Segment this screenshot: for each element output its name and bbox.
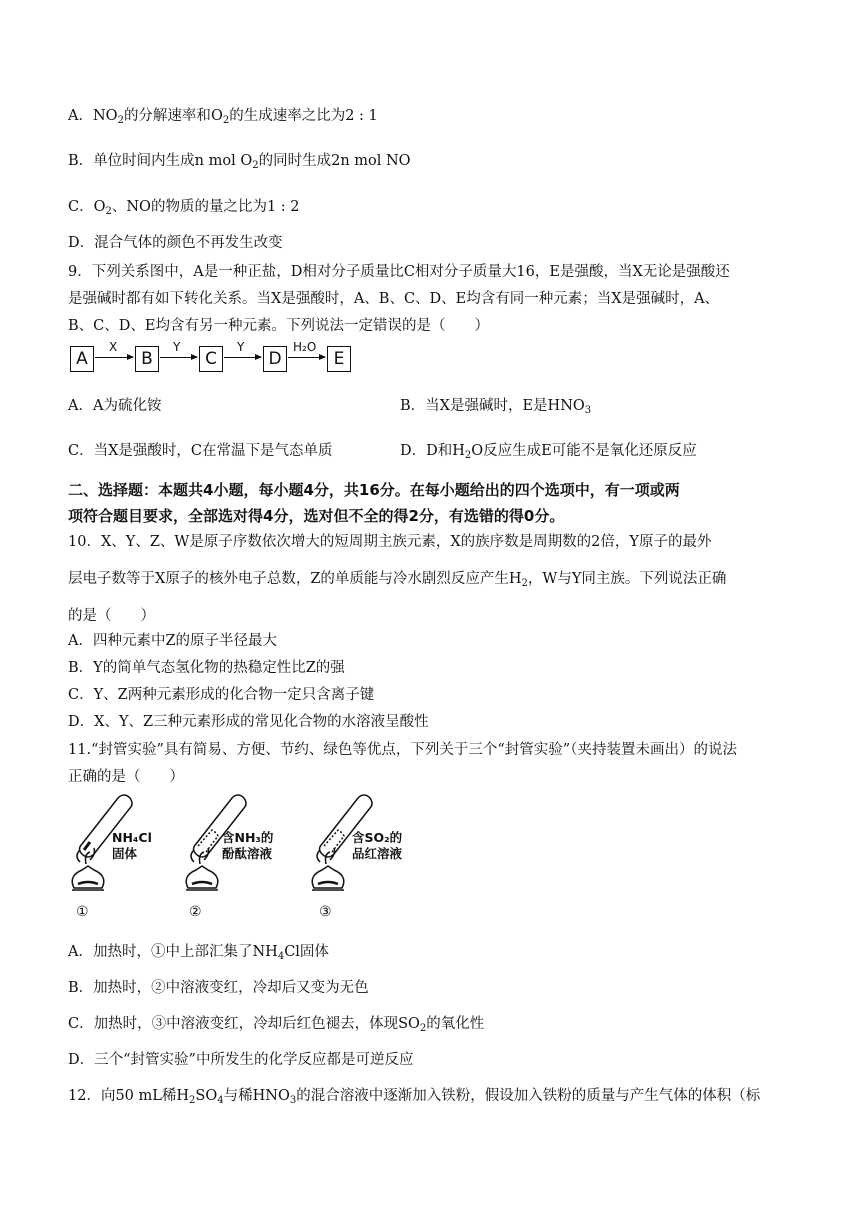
q9-option-b[interactable]: B．当X是强碱时，E是$HNO_3$	[400, 398, 592, 416]
tube3-number: ③	[319, 904, 332, 920]
arrow-x	[95, 357, 133, 358]
section2-heading-line1: 二、选择题：本题共4小题，每小题4分，共16分。在每小题给出的四个选项中，有一项或两	[68, 481, 680, 499]
tube2-number: ②	[189, 904, 202, 920]
q10-option-b[interactable]: B．Y的简单气态氢化物的热稳定性比Z的强	[68, 660, 345, 676]
q10-option-c[interactable]: C．Y、Z两种元素形成的化合物一定只含离子键	[68, 687, 375, 703]
q8-option-c[interactable]: C．$O_2$、NO的物质的量之比为1 : 2	[68, 199, 300, 217]
q9-option-a[interactable]: A．A为硫化铵	[68, 398, 162, 414]
q8-option-a[interactable]: A．$NO_2$的分解速率和$O_2$的生成速率之比为2 : 1	[68, 108, 378, 126]
q11-option-b[interactable]: B．加热时，②中溶液变红，冷却后又变为无色	[68, 980, 369, 996]
tube1-label: NH₄Cl 固体	[112, 830, 152, 861]
q8-option-b[interactable]: B．单位时间内生成n mol $O_2$的同时生成2n mol NO	[68, 153, 411, 171]
q10-stem-line2: 层电子数等于X原子的核外电子总数，Z的单质能与冷水剧烈反应产生$H_2$，W与Y同主族。下列说法正确	[68, 571, 727, 589]
q9-stem-line2: 是强碱时都有如下转化关系。当X是强酸时，A、B、C、D、E均含有同一种元素；当X是强碱时，A、	[68, 291, 720, 307]
tube1-number: ①	[76, 904, 89, 920]
q11-option-a[interactable]: A．加热时，①中上部汇集了$NH_4Cl$固体	[68, 944, 329, 962]
q11-stem-line2: 正确的是（ ）	[68, 769, 184, 785]
q10-option-a[interactable]: A．四种元素中Z的原子半径最大	[68, 633, 278, 649]
q12-stem-line1: 12．向50 mL稀$H_2SO_4$与稀$HNO_3$的混合溶液中逐渐加入铁粉，假设加入铁粉的质量与产生气体的体积（标	[68, 1088, 761, 1106]
q11-option-d[interactable]: D．三个“封管实验”中所发生的化学反应都是可逆反应	[68, 1052, 414, 1068]
q10-stem-line1: 10．X、Y、Z、W是原子序数依次增大的短周期主族元素，X的族序数是周期数的2倍，Y原子的最外	[68, 534, 712, 550]
section2-heading-line2: 项符合题目要求，全部选对得4分，选对但不全的得2分，有选错的得0分。	[68, 507, 565, 525]
q11-stem-line1: 11.“封管实验”具有简易、方便、节约、绿色等优点，下列关于三个“封管实验”（夹持装置未画出）的说法	[68, 742, 737, 758]
tube3-label: 含SO₂的 品红溶液	[352, 830, 403, 861]
q9-option-d[interactable]: D．D和$H_2O$反应生成E可能不是氧化还原反应	[400, 443, 697, 461]
q10-stem-line3: 的是（ ）	[68, 608, 155, 624]
box-d: D	[263, 346, 287, 372]
arrow-y2	[224, 357, 261, 358]
q9-stem-line3: B、C、D、E均含有另一种元素。下列说法一定错误的是（ ）	[68, 318, 489, 334]
box-c: C	[199, 346, 223, 372]
arrow-y1	[160, 357, 197, 358]
box-b: B	[135, 346, 159, 372]
arrow-label-h2o: H₂O	[293, 340, 317, 354]
q11-option-c[interactable]: C．加热时，③中溶液变红，冷却后红色褪去，体现$SO_2$的氧化性	[68, 1016, 485, 1034]
q9-stem-line1: 9．下列关系图中，A是一种正盐，D相对分子质量比C相对分子质量大16，E是强酸，当X无论是强酸还	[68, 264, 730, 280]
q8-option-d[interactable]: D．混合气体的颜色不再发生改变	[68, 235, 283, 251]
box-e: E	[327, 346, 351, 372]
arrow-h2o	[288, 357, 325, 358]
q10-option-d[interactable]: D．X、Y、Z三种元素形成的常见化合物的水溶液呈酸性	[68, 714, 429, 730]
tube2-label: 含NH₃的 酚酞溶液	[222, 830, 274, 861]
arrow-label-y2: Y	[237, 340, 245, 354]
arrow-label-x: X	[109, 340, 118, 354]
box-a: A	[70, 346, 94, 372]
q9-option-c[interactable]: C．当X是强酸时，C在常温下是气态单质	[68, 443, 333, 459]
arrow-label-y1: Y	[173, 340, 181, 354]
